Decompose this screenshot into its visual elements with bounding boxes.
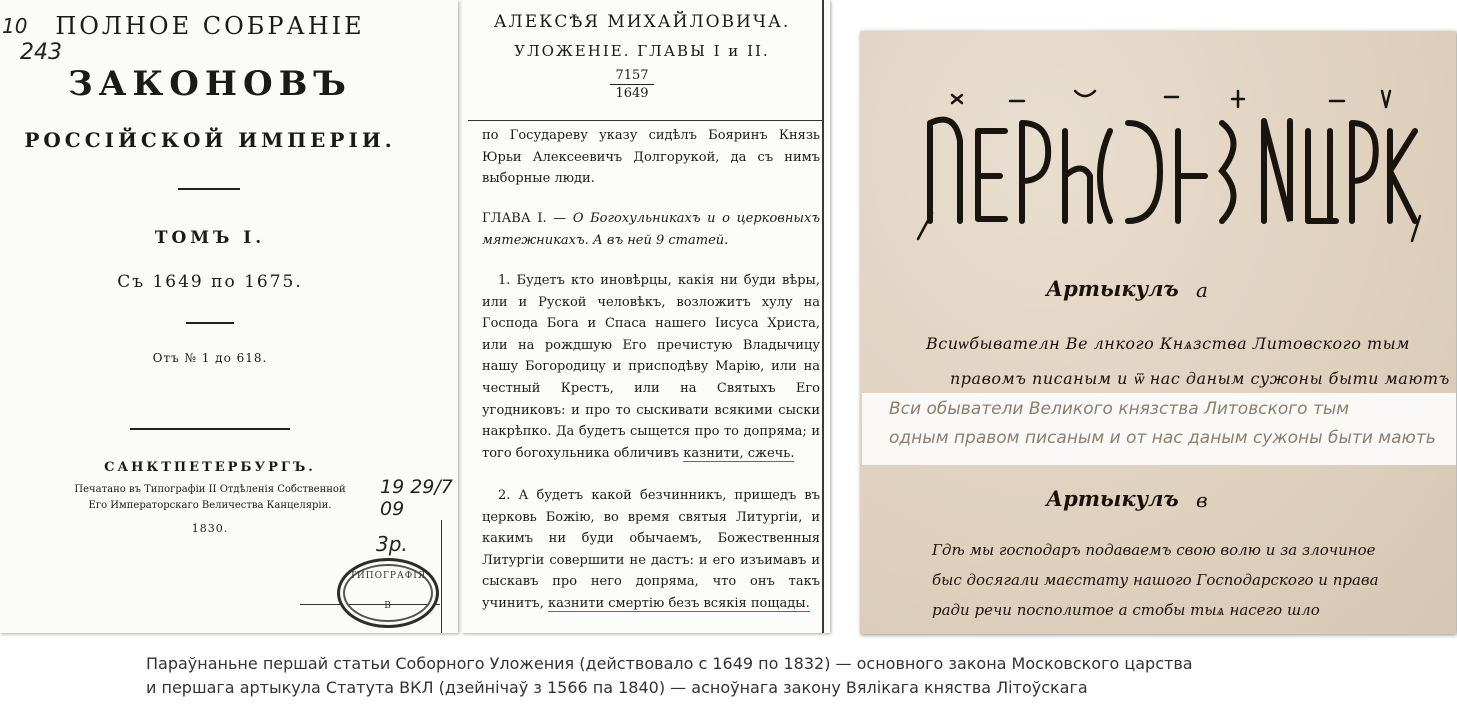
handwritten-number: 243 — [20, 40, 62, 65]
years-label: Съ 1649 по 1675. — [117, 272, 303, 292]
fraction-bar — [610, 84, 654, 85]
title-line-1: ПОЛНОЕ СОБРАНІЕ — [55, 12, 365, 40]
chapter-title: О Богохульникахъ и о церковныхъ мятежникахъ. А въ ней 9 статей. — [482, 211, 820, 248]
caption-line: и першага артыкула Статута ВКЛ (дзейнічаў з 1566 па 1840) — асноўнага закону Вялікага княства Літоўскага — [146, 678, 1088, 697]
article-1 — [482, 270, 820, 464]
article-text: 1. Будетъ кто иновѣрцы, какія ни буди вѣры, или и Руской человѣкъ, возложитъ хулу на Господа Бога и Спаса нашего Іисуса Христа, или на рождшую Его пречистую Владычицу нашу Богородицу и присподѣву Марію, или на честный Крестъ, или на Святыхъ Его угодниковъ: и про то сыскивати всякими сыски накрѣпко. Да будетъ сыщется про то допряма; и того богохульника обличивъ — [482, 273, 820, 461]
year-fraction — [610, 68, 654, 101]
printer-line: Его Императорскаго Величества Канцеляріи. — [88, 500, 332, 511]
volume-label: ТОМЪ I. — [154, 228, 266, 248]
manuscript-line: ради речи посполитое а стобы тыѧ насего шло — [932, 601, 1320, 619]
divider — [130, 428, 290, 430]
caption-line: Параўнаньне першай статьи Соборного Уложения (действовало с 1649 по 1832) — основного закона Московского царства — [146, 654, 1193, 673]
transliteration-line: одным правом писаным и от нас даным сужоны быти мають — [889, 428, 1436, 448]
intro-paragraph: по Государеву указу сидѣлъ Бояринъ Князь Юрьи Алексеевичъ Долгорукой, да съ нимъ выборные люди. — [482, 128, 820, 187]
article-number: а — [1196, 278, 1208, 302]
highlighted-penalty: казнити, сжечь. — [683, 445, 795, 461]
divider — [178, 188, 240, 190]
article-text: 2. А будетъ какой безчинникъ, пришедъ въ церковь Божію, во время святыя Литургіи, и какимъ ни буди обычаемъ, Божественныя Литургіи совершити не дастъ: и его изъимавъ и сыскавъ про него допряма, что онъ такъ учинитъ, — [482, 488, 820, 611]
handwritten-price: 3р. — [376, 532, 408, 556]
chapter-label: ГЛАВА I. — — [482, 211, 573, 226]
manuscript-line: правомъ писаным и ѿ нас даным сужоны быти маютъ — [950, 369, 1450, 388]
manuscript-line: Всиѡбывателн Ве лнкого Кнѧзства Литовского тым — [926, 334, 1410, 353]
page-edge — [822, 0, 824, 633]
transliteration-overlay — [862, 393, 1456, 465]
frame-line — [441, 520, 442, 633]
stamp-text: ТИПОГРАФІЯ — [349, 571, 427, 581]
divider — [186, 322, 234, 324]
statute-manuscript-scan — [860, 31, 1456, 634]
article-heading: Артыкулъ — [1046, 276, 1179, 301]
handwritten-date: 19 29/7 09 — [380, 476, 453, 520]
publication-year: 1830. — [191, 522, 229, 535]
title-line-2: ЗАКОНОВЪ — [68, 64, 352, 104]
year-new-style: 1649 — [615, 86, 649, 101]
article-2 — [482, 485, 820, 615]
manuscript-line: Гдѣ мы господаръ подаваемъ свою волю и за злочиное — [932, 541, 1376, 559]
title-line-3: РОССІЙСКОЙ ИМПЕРІИ. — [24, 128, 396, 152]
running-header: УЛОЖЕНІЕ. ГЛАВЫ I и II. — [514, 42, 770, 60]
manuscript-line: быс досягали маєстату нашого Господарского и права — [932, 571, 1379, 589]
ulozhenie-page-scan — [462, 0, 830, 633]
title-page-scan — [0, 0, 458, 633]
city-label: САНКТПЕТЕРБУРГЪ. — [104, 460, 316, 475]
running-header: АЛЕКСѢЯ МИХАЙЛОВИЧА. — [493, 12, 791, 32]
divider — [468, 120, 822, 121]
transliteration-line: Вси обыватели Великого князства Литовского тым — [889, 399, 1350, 419]
handwritten-number: 10 — [2, 14, 28, 38]
stamp-text: В — [384, 601, 392, 611]
chapter-heading — [482, 208, 820, 251]
highlighted-penalty: казнити смертію безъ всякія пощады. — [547, 595, 810, 611]
article-heading: Артыкулъ — [1046, 486, 1179, 511]
article-number: в — [1196, 488, 1208, 512]
library-stamp — [337, 558, 439, 628]
printer-line: Печатано въ Типографіи II Отдѣленія Собственной — [74, 484, 346, 495]
year-old-style: 7157 — [615, 68, 649, 83]
numbers-label: Отъ № 1 до 618. — [152, 351, 268, 365]
